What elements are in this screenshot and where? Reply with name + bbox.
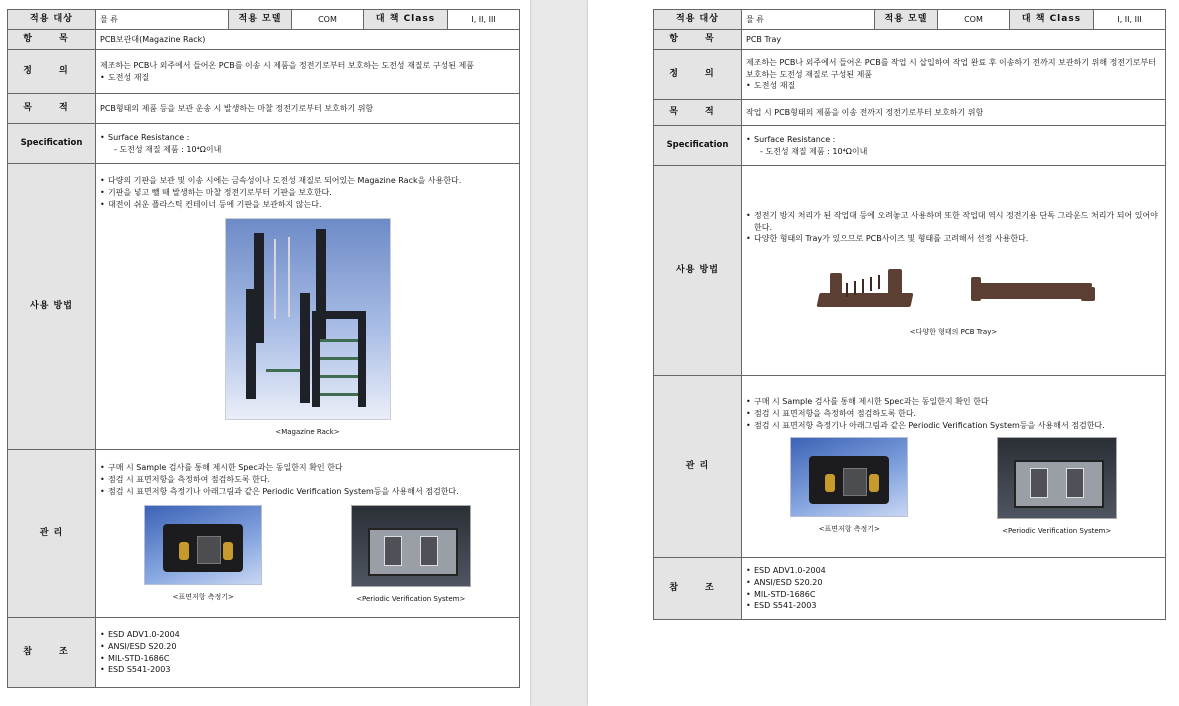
model-value: COM xyxy=(292,10,364,30)
definition-bullet: • 도전성 재질 xyxy=(746,80,1161,92)
magazine-rack-caption: <Magazine Rack> xyxy=(275,428,340,437)
specification-line2: - 도전성 재질 제품 : 10⁴Ω이내 xyxy=(760,146,868,156)
reference-label: 참 조 xyxy=(654,558,742,620)
target-label: 적용 대상 xyxy=(8,10,96,30)
reference-item: • ESD S541-2003 xyxy=(746,600,1161,612)
resistance-meter-image xyxy=(144,505,262,585)
item-label: 항 목 xyxy=(8,30,96,50)
reference-item: • ESD ADV1.0-2004 xyxy=(100,629,515,641)
document-page-right xyxy=(588,0,1179,706)
document-page-left xyxy=(0,0,530,706)
reference-label: 참 조 xyxy=(8,618,96,688)
usage-cell xyxy=(742,166,1166,376)
definition-text: 제조하는 PCB나 외주에서 들어온 PCB를 이송 시 제품을 정전기로부터 보호하는 도전성 재질로 구성된 제품 xyxy=(100,60,474,70)
usage-label: 사용 방법 xyxy=(654,166,742,376)
class-label: 대 책 Class xyxy=(364,10,448,30)
model-label: 적용 모델 xyxy=(875,10,938,30)
reference-item: • ANSI/ESD S20.20 xyxy=(746,577,1161,589)
management-bullet: • 점검 시 표면저항 측정기나 아래그림과 같은 Periodic Verification System등을 사용해서 점검한다. xyxy=(746,420,1161,432)
pvs-image xyxy=(351,505,471,587)
resistance-meter-caption: <표면저항 측정기> xyxy=(172,593,234,602)
management-label: 관 리 xyxy=(654,376,742,558)
management-label: 관 리 xyxy=(8,450,96,618)
usage-bullet: • 정전기 방지 처리가 된 작업대 등에 오려놓고 사용하며 또한 작업대 역시 정전기용 단독 그라운드 처리가 되어 있어야한다. xyxy=(746,210,1161,233)
spec-sheet-table xyxy=(7,9,520,688)
management-bullet: • 점검 시 표면저항 측정기나 아래그림과 같은 Periodic Verification System등을 사용해서 점검한다. xyxy=(100,486,515,498)
target-value: 물 류 xyxy=(96,10,229,30)
class-value: I, II, III xyxy=(1094,10,1166,30)
pcb-tray-figure xyxy=(746,259,1161,337)
management-cell xyxy=(742,376,1166,558)
resistance-meter-figure xyxy=(144,505,262,602)
target-value: 물 류 xyxy=(742,10,875,30)
reference-item: • ANSI/ESD S20.20 xyxy=(100,641,515,653)
pvs-figure xyxy=(351,505,471,604)
reference-item: • ESD S541-2003 xyxy=(100,664,515,676)
target-label: 적용 대상 xyxy=(654,10,742,30)
pcb-tray-image-1 xyxy=(810,259,920,317)
pcb-tray-image-2 xyxy=(969,259,1097,317)
specification-cell xyxy=(742,126,1166,166)
purpose-label: 목 적 xyxy=(8,94,96,124)
magazine-rack-image xyxy=(225,218,391,420)
class-value: I, II, III xyxy=(448,10,520,30)
purpose-label: 목 적 xyxy=(654,100,742,126)
pvs-image xyxy=(997,437,1117,519)
item-value: PCB보관대(Magazine Rack) xyxy=(96,30,520,50)
specification-cell xyxy=(96,124,520,164)
specification-line1: • Surface Resistance : xyxy=(746,134,1161,146)
specification-line2: - 도전성 재질 제품 : 10⁴Ω이내 xyxy=(114,144,222,154)
specification-line1: • Surface Resistance : xyxy=(100,132,515,144)
resistance-meter-figure xyxy=(790,437,908,534)
pvs-figure xyxy=(997,437,1117,536)
specification-label: Specification xyxy=(654,126,742,166)
usage-label: 사용 방법 xyxy=(8,164,96,450)
item-label: 항 목 xyxy=(654,30,742,50)
item-value: PCB Tray xyxy=(742,30,1166,50)
reference-cell xyxy=(96,618,520,688)
purpose-text: 작업 시 PCB형태의 제품을 이송 전까지 정전기로부터 보호하기 위함 xyxy=(742,100,1166,126)
definition-bullet: • 도전성 재질 xyxy=(100,72,515,84)
pvs-caption: <Periodic Verification System> xyxy=(1002,527,1112,536)
reference-item: • MIL-STD-1686C xyxy=(746,589,1161,601)
page-gap xyxy=(560,0,588,706)
definition-label: 정 의 xyxy=(8,50,96,94)
management-bullet: • 구매 시 Sample 검사를 통해 제시한 Spec과는 동일한지 확인 한다 xyxy=(100,462,515,474)
model-value: COM xyxy=(938,10,1010,30)
class-label: 대 책 Class xyxy=(1010,10,1094,30)
management-bullet: • 점검 시 표면저항을 측정하여 점검하도록 한다. xyxy=(100,474,515,486)
resistance-meter-caption: <표면저항 측정기> xyxy=(818,525,880,534)
definition-cell xyxy=(96,50,520,94)
resistance-meter-image xyxy=(790,437,908,517)
definition-text: 제조하는 PCB나 외주에서 들어온 PCB를 작업 시 삽입하여 작업 완료 후 이송하기 전까지 보관하기 위해 정전기로부터 보호하는 도전성 재질로 구성된 제품 xyxy=(746,58,1156,79)
pvs-caption: <Periodic Verification System> xyxy=(356,595,466,604)
usage-bullet: • 기판을 넣고 뺄 때 발생하는 마찰 정전기로부터 기판을 보호한다. xyxy=(100,187,515,199)
model-label: 적용 모델 xyxy=(229,10,292,30)
usage-bullet: • 다량의 기판을 보관 및 이송 시에는 금속성이나 도전성 재질로 되어있는 Magazine Rack을 사용한다. xyxy=(100,175,515,187)
reference-item: • MIL-STD-1686C xyxy=(100,653,515,665)
reference-cell xyxy=(742,558,1166,620)
specification-label: Specification xyxy=(8,124,96,164)
definition-cell xyxy=(742,50,1166,100)
usage-cell xyxy=(96,164,520,450)
purpose-text: PCB형태의 제품 등을 보관 운송 시 발생하는 마찰 정전기로부터 보호하기 위함 xyxy=(96,94,520,124)
reference-item: • ESD ADV1.0-2004 xyxy=(746,565,1161,577)
definition-label: 정 의 xyxy=(654,50,742,100)
usage-bullet: • 대전이 쉬운 플라스틱 컨테이너 등에 기판을 보관하지 않는다. xyxy=(100,199,515,211)
management-bullet: • 구매 시 Sample 검사를 통해 제시한 Spec과는 동일한지 확인 한다 xyxy=(746,396,1161,408)
spec-sheet-table xyxy=(653,9,1166,620)
management-cell xyxy=(96,450,520,618)
magazine-rack-figure xyxy=(100,210,515,437)
usage-bullet: • 다양한 형태의 Tray가 있으므로 PCB사이즈 및 형태를 고려해서 선정 사용한다. xyxy=(746,233,1161,245)
management-bullet: • 점검 시 표면저항을 측정하여 점검하도록 한다. xyxy=(746,408,1161,420)
pcb-tray-caption: <다양한 형태의 PCB Tray> xyxy=(909,327,998,336)
